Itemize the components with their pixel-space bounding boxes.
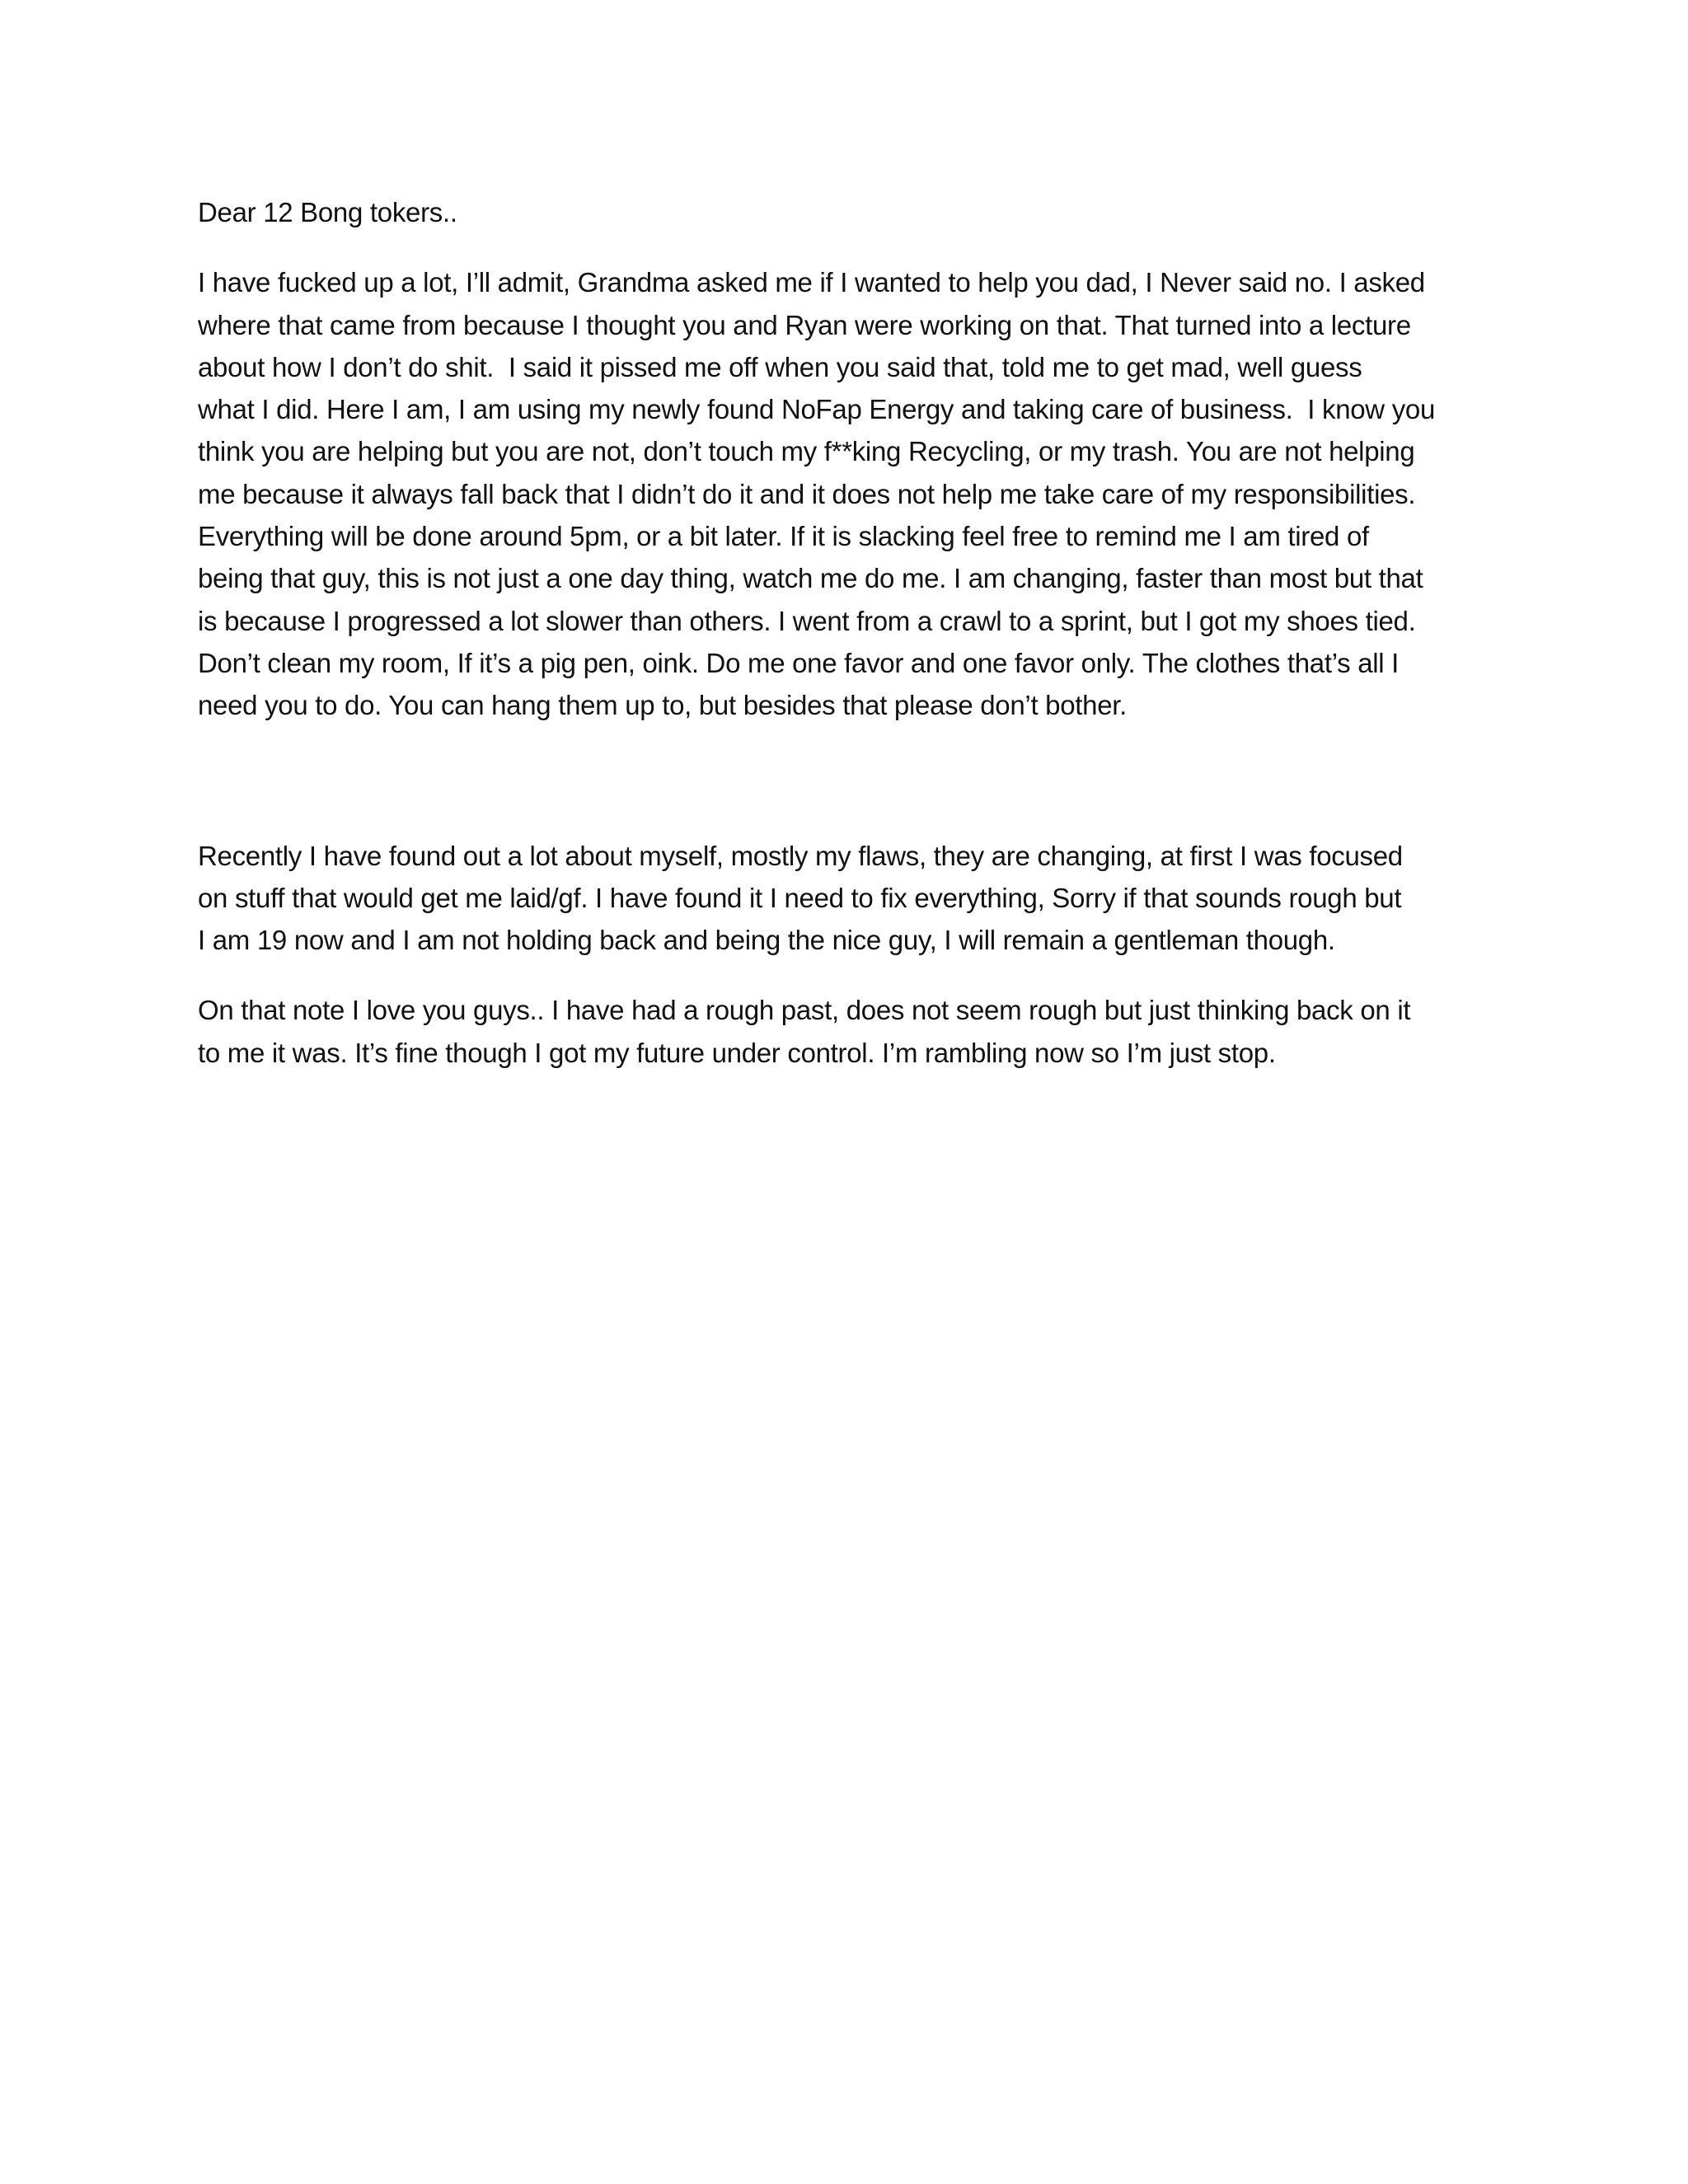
text-line: is because I progressed a lot slower than others. I went from a crawl to a sprint, but I got my shoes tied. — [198, 605, 1416, 636]
text-line: Recently I have found out a lot about myself, mostly my flaws, they are changing, at first I was focused — [198, 840, 1403, 871]
text-line: need you to do. You can hang them up to, but besides that please don’t bother. — [198, 690, 1127, 721]
text-line: being that guy, this is not just a one day thing, watch me do me. I am changing, faster than most but that — [198, 563, 1423, 594]
letter-body — [198, 191, 1492, 1102]
text-line: to me it was. It’s fine though I got my future under control. I’m rambling now so I’m just stop. — [198, 1037, 1276, 1068]
blank-space — [198, 755, 1492, 835]
paragraph-3 — [198, 989, 1492, 1074]
text-line: I have fucked up a lot, I’ll admit, Grandma asked me if I wanted to help you dad, I Never said no. I asked — [198, 267, 1425, 298]
paragraph-1 — [198, 261, 1492, 726]
text-line: what I did. Here I am, I am using my newly found NoFap Energy and taking care of business. I know you — [198, 394, 1436, 425]
text-line: Don’t clean my room, If it’s a pig pen, oink. Do me one favor and one favor only. The clothes that’s all I — [198, 647, 1400, 678]
letter-greeting — [198, 191, 1492, 233]
text-line: Everything will be done around 5pm, or a bit later. If it is slacking feel free to remind me I am tired of — [198, 521, 1369, 552]
text-line: me because it always fall back that I didn’t do it and it does not help me take care of my responsibilities. — [198, 478, 1416, 509]
text-line: about how I don’t do shit. I said it pissed me off when you said that, told me to get mad, well guess — [198, 351, 1362, 382]
paragraph-2 — [198, 835, 1492, 962]
text-line: Dear 12 Bong tokers.. — [198, 197, 457, 227]
text-line: where that came from because I thought you and Ryan were working on that. That turned into a lecture — [198, 309, 1411, 340]
text-line: on stuff that would get me laid/gf. I have found it I need to fix everything, Sorry if that sounds rough but — [198, 882, 1402, 913]
text-line: I am 19 now and I am not holding back and being the nice guy, I will remain a gentleman though. — [198, 925, 1335, 956]
text-line: On that note I love you guys.. I have had a rough past, does not seem rough but just thinking back on it — [198, 995, 1411, 1026]
text-line: think you are helping but you are not, don’t touch my f**king Recycling, or my trash. You are not helping — [198, 436, 1415, 467]
